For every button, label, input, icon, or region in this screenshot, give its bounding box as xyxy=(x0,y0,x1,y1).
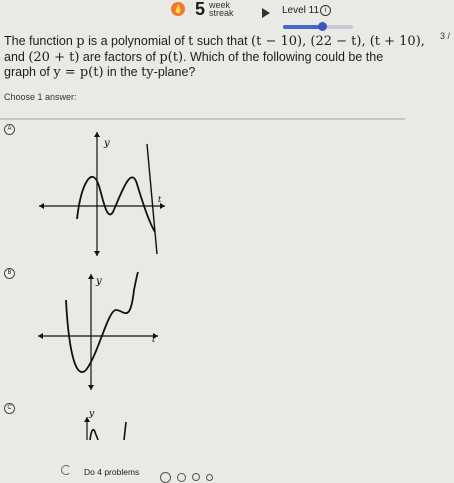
task-progress-icon xyxy=(61,465,71,475)
problem-dot xyxy=(177,473,186,482)
option-a-t-label: t xyxy=(158,195,162,204)
option-c-radio[interactable]: C xyxy=(4,403,15,414)
problem-dot xyxy=(206,474,213,481)
option-b-radio[interactable]: B xyxy=(4,268,15,279)
streak-count: 5 xyxy=(195,0,206,19)
page-counter: 3 / xyxy=(440,31,451,41)
option-c-graph[interactable] xyxy=(80,404,140,440)
problem-dot xyxy=(192,473,200,481)
level-progress-knob xyxy=(318,22,327,31)
level-progress-bar xyxy=(283,25,353,29)
fire-icon xyxy=(171,2,185,16)
divider xyxy=(0,118,405,120)
question-text: The function p is a polynomial of t such that (t − 10), (22 − t), (t + 10), and (20 + t) are factors of p(t). Which of the following could be the graph of y = p(t) in the ty-plane? xyxy=(4,34,425,80)
level-label: Level 11 xyxy=(282,5,320,16)
info-icon[interactable]: i xyxy=(320,5,331,16)
option-b-t-label: t xyxy=(152,335,156,344)
play-icon[interactable] xyxy=(262,8,270,18)
option-a-y-label: y xyxy=(104,138,110,149)
option-a-radio[interactable]: A xyxy=(4,124,15,135)
choose-prompt: Choose 1 answer: xyxy=(4,92,77,102)
do-problems-label: Do 4 problems xyxy=(84,467,140,477)
option-c-y-label: y xyxy=(89,409,95,419)
option-b-y-label: y xyxy=(96,276,102,287)
level-progress-fill xyxy=(283,25,322,29)
option-a-graph[interactable] xyxy=(37,124,167,259)
streak-label: week streak xyxy=(209,0,234,18)
problem-dot xyxy=(160,472,171,483)
option-b-graph[interactable] xyxy=(36,270,166,395)
